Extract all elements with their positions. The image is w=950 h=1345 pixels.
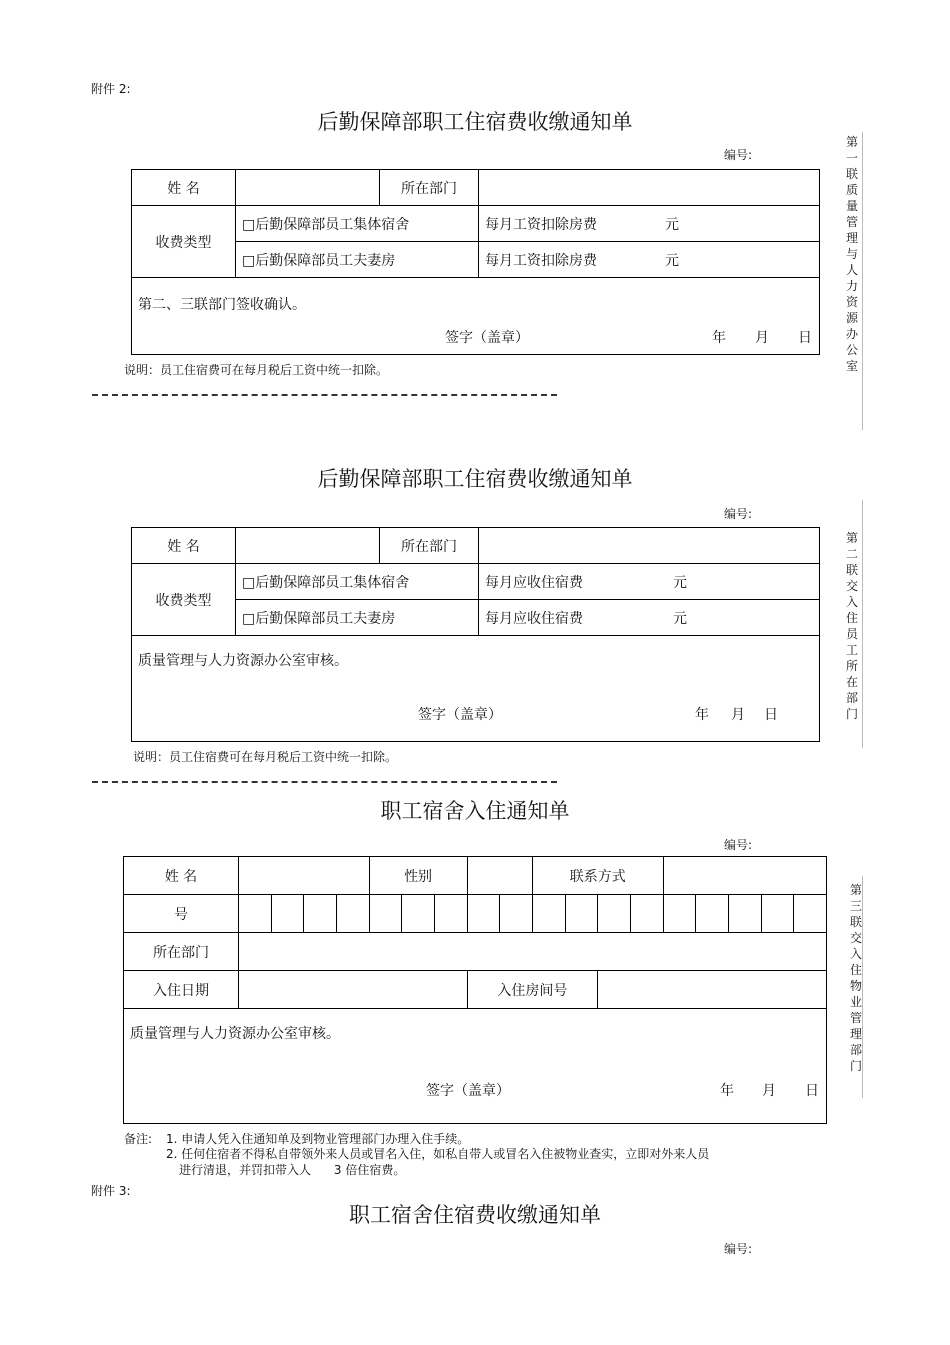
id-label: 号 <box>124 895 239 933</box>
side-divider <box>862 132 863 430</box>
attachment-label: 附件 3: <box>91 1184 131 1198</box>
name-label: 姓 名 <box>132 170 236 206</box>
form-title: 后勤保障部职工住宿费收缴通知单 <box>317 467 633 491</box>
copy-side-label: 第二联 交入住员工所在部门 <box>845 531 858 721</box>
day-label: 日 <box>764 707 778 723</box>
attachment-label: 附件 2: <box>91 82 131 96</box>
cut-line <box>92 781 557 783</box>
confirm-text: 质量管理与人力资源办公室审核。 <box>130 1026 340 1042</box>
fee-label: 每月应收住宿费 <box>485 574 583 591</box>
fee-type-label: 收费类型 <box>132 206 236 278</box>
unit-label: 元 <box>673 610 687 627</box>
id-digit-cell[interactable] <box>728 895 761 933</box>
dept-field[interactable] <box>238 933 826 971</box>
id-digit-cell[interactable] <box>402 895 435 933</box>
year-label: 年 <box>712 330 726 346</box>
id-digit-cell[interactable] <box>565 895 598 933</box>
dept-label: 所在部门 <box>124 933 239 971</box>
dept-label: 所在部门 <box>380 170 479 206</box>
dept-field[interactable] <box>479 528 820 564</box>
fee-row-2 <box>479 242 820 278</box>
sign-label: 签字（盖章） <box>418 707 502 723</box>
month-label: 月 <box>762 1083 776 1099</box>
remark-line-3: 进行清退，并罚扣带入人 3 倍住宿费。 <box>179 1163 406 1177</box>
unit-label: 元 <box>673 574 687 591</box>
fee-type-label: 收费类型 <box>132 564 236 636</box>
confirm-section <box>132 278 820 355</box>
unit-label: 元 <box>665 216 679 233</box>
option-dormitory[interactable]: □后勤保障部员工集体宿舍 <box>236 206 479 242</box>
date-field[interactable] <box>238 971 467 1009</box>
name-field[interactable] <box>236 170 380 206</box>
note-text: 说明：员工住宿费可在每月税后工资中统一扣除。 <box>124 363 389 377</box>
number-label: 编号: <box>724 507 753 521</box>
id-digit-cell[interactable] <box>271 895 304 933</box>
id-digit-cell[interactable] <box>663 895 696 933</box>
form-title: 后勤保障部职工住宿费收缴通知单 <box>317 110 633 134</box>
form-title: 职工宿舍住宿费收缴通知单 <box>349 1203 601 1227</box>
number-label: 编号: <box>724 838 753 852</box>
remark-line-2: 2. 任何住宿者不得私自带领外来人员或冒名入住，如私自带人或冒名入住被物业查实，立即对外来人员 <box>166 1147 710 1161</box>
id-digit-cell[interactable] <box>369 895 402 933</box>
fee-row-1 <box>479 564 820 600</box>
contact-label: 联系方式 <box>532 857 663 895</box>
sign-label: 签字（盖章） <box>445 330 529 346</box>
remark-label: 备注: <box>124 1132 153 1146</box>
year-label: 年 <box>720 1083 734 1099</box>
id-digit-cell[interactable] <box>238 895 271 933</box>
dept-label: 所在部门 <box>380 528 479 564</box>
sign-label: 签字（盖章） <box>426 1083 510 1099</box>
room-field[interactable] <box>598 971 827 1009</box>
cut-line <box>92 394 557 396</box>
option-dormitory[interactable]: □后勤保障部员工集体宿舍 <box>236 564 479 600</box>
form-title: 职工宿舍入住通知单 <box>380 799 570 823</box>
name-field[interactable] <box>236 528 380 564</box>
checkin-notice-form <box>123 856 827 1124</box>
id-digit-cell[interactable] <box>304 895 337 933</box>
dept-field[interactable] <box>479 170 820 206</box>
contact-field[interactable] <box>663 857 826 895</box>
gender-label: 性别 <box>369 857 467 895</box>
option-couple-room[interactable]: □后勤保障部员工夫妻房 <box>236 242 479 278</box>
fee-label: 每月工资扣除房费 <box>485 252 597 269</box>
fee-notice-form <box>131 527 820 742</box>
id-digit-cell[interactable] <box>630 895 663 933</box>
id-digit-cell[interactable] <box>336 895 369 933</box>
remark-line-1: 1. 申请人凭入住通知单及到物业管理部门办理入住手续。 <box>166 1132 470 1146</box>
id-digit-cell[interactable] <box>532 895 565 933</box>
id-digit-cell[interactable] <box>794 895 827 933</box>
gender-field[interactable] <box>467 857 532 895</box>
confirm-text: 质量管理与人力资源办公室审核。 <box>138 653 348 669</box>
date-label: 入住日期 <box>124 971 239 1009</box>
note-text: 说明：员工住宿费可在每月税后工资中统一扣除。 <box>133 750 398 764</box>
fee-label: 每月应收住宿费 <box>485 610 583 627</box>
id-digit-cell[interactable] <box>761 895 794 933</box>
number-label: 编号: <box>724 1242 753 1256</box>
confirm-section <box>124 1009 827 1124</box>
unit-label: 元 <box>665 252 679 269</box>
name-label: 姓 名 <box>132 528 236 564</box>
year-label: 年 <box>695 707 709 723</box>
option-couple-room[interactable]: □后勤保障部员工夫妻房 <box>236 600 479 636</box>
day-label: 日 <box>805 1083 819 1099</box>
number-label: 编号: <box>724 148 753 162</box>
side-divider <box>862 500 863 748</box>
confirm-section <box>132 636 820 742</box>
confirm-text: 第二、三联部门签收确认。 <box>138 297 306 313</box>
month-label: 月 <box>731 707 745 723</box>
fee-notice-form <box>131 169 820 355</box>
fee-label: 每月工资扣除房费 <box>485 216 597 233</box>
name-label: 姓 名 <box>124 857 239 895</box>
month-label: 月 <box>755 330 769 346</box>
copy-side-label: 第一联 质量管理与人力资源办公室 <box>845 135 858 373</box>
fee-row-2 <box>479 600 820 636</box>
room-label: 入住房间号 <box>467 971 598 1009</box>
id-digit-cell[interactable] <box>500 895 533 933</box>
fee-row-1 <box>479 206 820 242</box>
day-label: 日 <box>798 330 812 346</box>
id-digit-cell[interactable] <box>467 895 500 933</box>
id-digit-cell[interactable] <box>434 895 467 933</box>
id-digit-cell[interactable] <box>598 895 631 933</box>
copy-side-label: 第三联 交入住物业管理部门 <box>849 883 862 1073</box>
id-digit-cell[interactable] <box>696 895 729 933</box>
name-field[interactable] <box>238 857 369 895</box>
